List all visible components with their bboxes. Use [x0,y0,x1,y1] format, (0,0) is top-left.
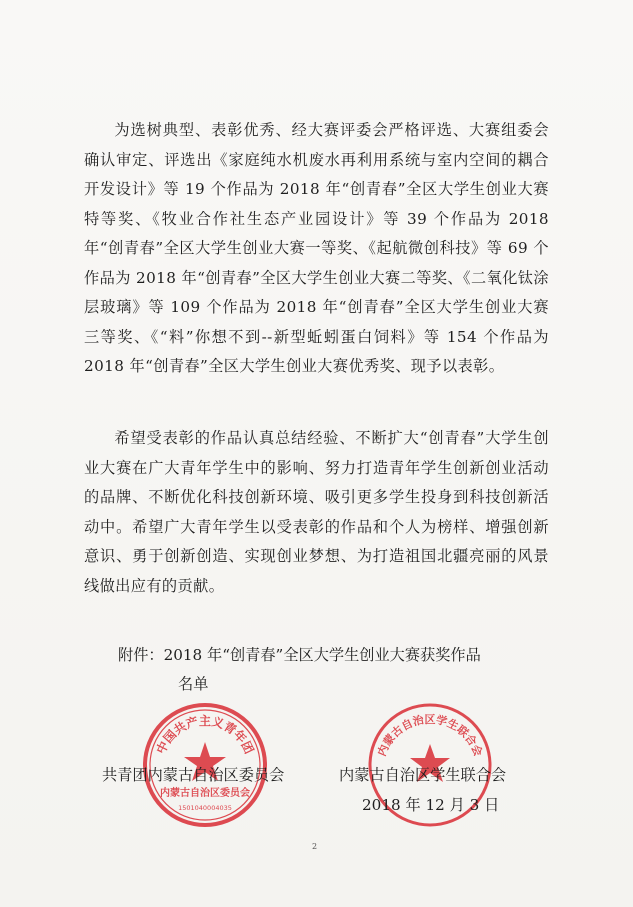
seal-left-ring-text: 中国共产主义青年团 [153,714,257,756]
issue-date: 2018 年 12 月 3 日 [362,796,500,814]
seal-left-number: 1501040004035 [178,804,232,812]
attachment-label: 附件： [118,646,164,664]
seal-right-ring-text: 内蒙古自治区学生联合会 [375,713,485,759]
attachment-line1: 2018 年“创青春”全区大学生创业大赛获奖作品 [163,646,481,664]
signer-left: 共青团内蒙古自治区委员会 [102,766,285,784]
attachment-note [118,641,558,699]
body-paragraph-hope: 希望受表彰的作品认真总结经验、不断扩大“创青春”大学生创业大赛在广大青年学生中的影响、努力打造青年学生创新创业活动的品牌、不断优化科技创新环境、吸引更多学生投身到科技创新活动中。希望广大青年学生以受表彰的作品和个人为榜样、增强创新意识、勇于创新创造、实现创业梦想、为打造祖国北疆亮丽的风景线做出应有的贡献。 [84,429,549,595]
page-number: 2 [312,842,318,851]
attachment-line2: 名单 [178,675,209,693]
body-paragraph-awards: 为选树典型、表彰优秀、经大赛评委会严格评选、大赛组委会确认审定、评选出《家庭纯水机废水再利用系统与室内空间的耦合开发设计》等 19 个作品为 2018 年“创青春”全区大学生创业大赛特等奖、《牧业合作社生态产业园设计》等 39 个作品为 2018 年“创青春”全区大学生创业大赛一等奖、《起航微创科技》等 69 个作品为 2018 年“创青春”全区大学生创业大赛二等奖、《二氧化钛涂层玻璃》等 109 个作品为 2018 年“创青春”全区大学生创业大赛三等奖、《“料”你想不到--新型蚯蚓蛋白饲料》等 154 个作品为 2018 年“创青春”全区大学生创业大赛优秀奖、现予以表彰。 [84,121,549,375]
signer-right: 内蒙古自治区学生联合会 [339,766,507,784]
seal-left-bottom-text: 内蒙古自治区委员会 [160,788,250,799]
